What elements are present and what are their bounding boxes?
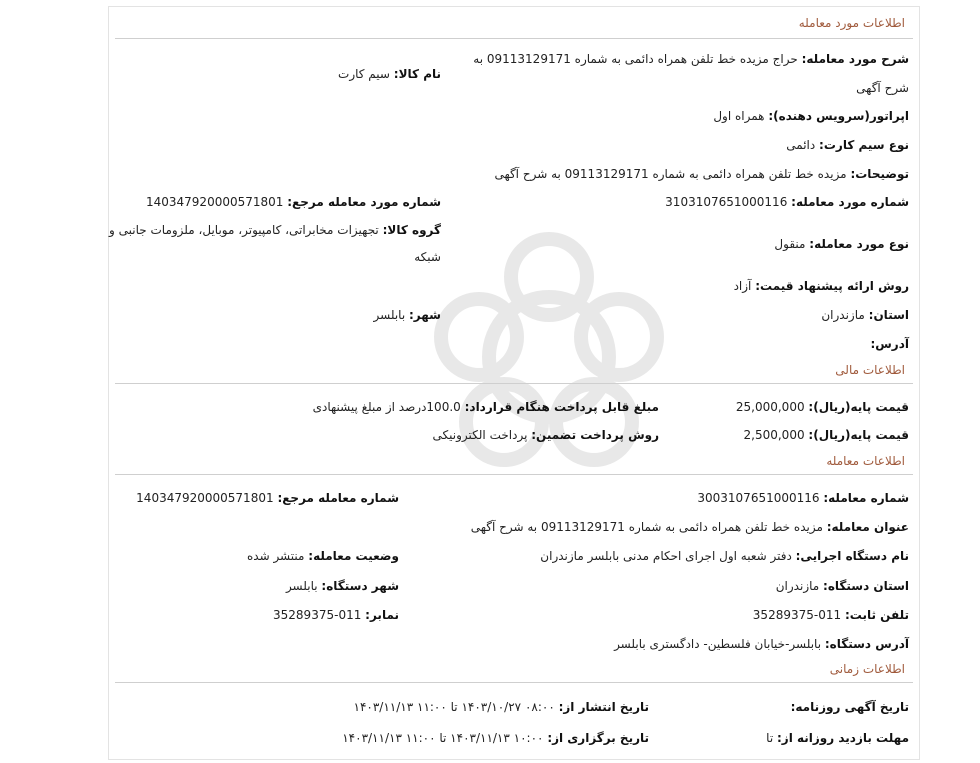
hold-date: تاریخ برگزاری از: ۱۰:۰۰ ۱۴۰۳/۱۱/۱۳ تا ۱۱:۰۰ ۱۴۰۳/۱۱/۱۳ xyxy=(342,731,649,745)
org-fax: نمابر: 011-35289375 xyxy=(273,608,399,622)
deal-description-cont: شرح آگهی xyxy=(856,81,909,95)
base-price: قیمت پایه(ریال): 25,000,000 xyxy=(735,400,909,414)
deal-description: شرح مورد معامله: حراج مزیده خط تلفن همراه دائمی به شماره 09113129171 به xyxy=(473,52,909,66)
divider xyxy=(115,383,913,384)
bid-method: روش ارائه پیشنهاد قیمت: آزاد xyxy=(733,279,909,293)
goods-group-cont: شبکه xyxy=(414,250,441,264)
section-title-deal-info: اطلاعات مورد معامله xyxy=(798,16,905,30)
item-number: شماره مورد معامله: 3103107651000116 xyxy=(665,195,909,209)
transaction-number: شماره معامله: 3003107651000116 xyxy=(697,491,909,505)
ref-number: شماره مورد معامله مرجع: 140347920000571801 xyxy=(145,195,441,209)
contract-payment: مبلغ قابل پرداخت هنگام قرارداد: 100.0درصد از مبلغ پیشنهادی xyxy=(312,400,659,414)
sim-type: نوع سیم کارت: دائمی xyxy=(786,138,909,152)
divider xyxy=(115,474,913,475)
transaction-title: عنوان معامله: مزیده خط تلفن همراه دائمی به شماره 09113129171 به شرح آگهی xyxy=(470,520,909,534)
org-phone: تلفن ثابت: 011-35289375 xyxy=(752,608,909,622)
transaction-ref: شماره معامله مرجع: 140347920000571801 xyxy=(136,491,399,505)
operator: اپراتور(سرویس دهنده): همراه اول xyxy=(713,109,909,123)
guarantee-amount: قیمت پایه(ریال): 2,500,000 xyxy=(743,428,909,442)
org-address: آدرس دستگاه: بابلسر-خیابان فلسطین- دادگستری بابلسر xyxy=(614,637,909,651)
org-province: استان دستگاه: مازندران xyxy=(775,579,909,593)
org-city: شهر دستگاه: بابلسر xyxy=(285,579,399,593)
city: شهر: بابلسر xyxy=(373,308,441,322)
details-panel xyxy=(108,6,920,760)
section-title-timing: اطلاعات زمانی xyxy=(829,662,905,676)
goods-group: گروه کالا: تجهیزات مخابراتی، کامپیوتر، موبایل، ملزومات جانبی و xyxy=(109,223,441,237)
transaction-status: وضعیت معامله: منتشر شده xyxy=(246,549,399,563)
goods-name: نام کالا: سیم کارت xyxy=(338,67,441,81)
guarantee-method: روش پرداخت تضمین: پرداخت الکترونیکی xyxy=(432,428,659,442)
item-type: نوع مورد معامله: منقول xyxy=(774,237,909,251)
daily-visit-deadline: مهلت بازدید روزانه از: تا xyxy=(766,731,909,745)
section-title-financial: اطلاعات مالی xyxy=(835,363,905,377)
publish-date: تاریخ انتشار از: ۰۸:۰۰ ۱۴۰۳/۱۰/۲۷ تا ۱۱:۰۰ ۱۴۰۳/۱۱/۱۳ xyxy=(353,700,649,714)
address: آدرس: xyxy=(870,337,909,351)
notes: توضیحات: مزیده خط تلفن همراه دائمی به شماره 09113129171 به شرح آگهی xyxy=(494,167,909,181)
executive-org: نام دستگاه اجرایی: دفتر شعبه اول اجرای احکام مدنی بابلسر مازندران xyxy=(540,549,909,563)
section-title-transaction: اطلاعات معامله xyxy=(826,454,905,468)
divider xyxy=(115,38,913,39)
divider xyxy=(115,682,913,683)
newspaper-date: تاریخ آگهی روزنامه: xyxy=(790,700,909,714)
province: استان: مازندران xyxy=(821,308,909,322)
